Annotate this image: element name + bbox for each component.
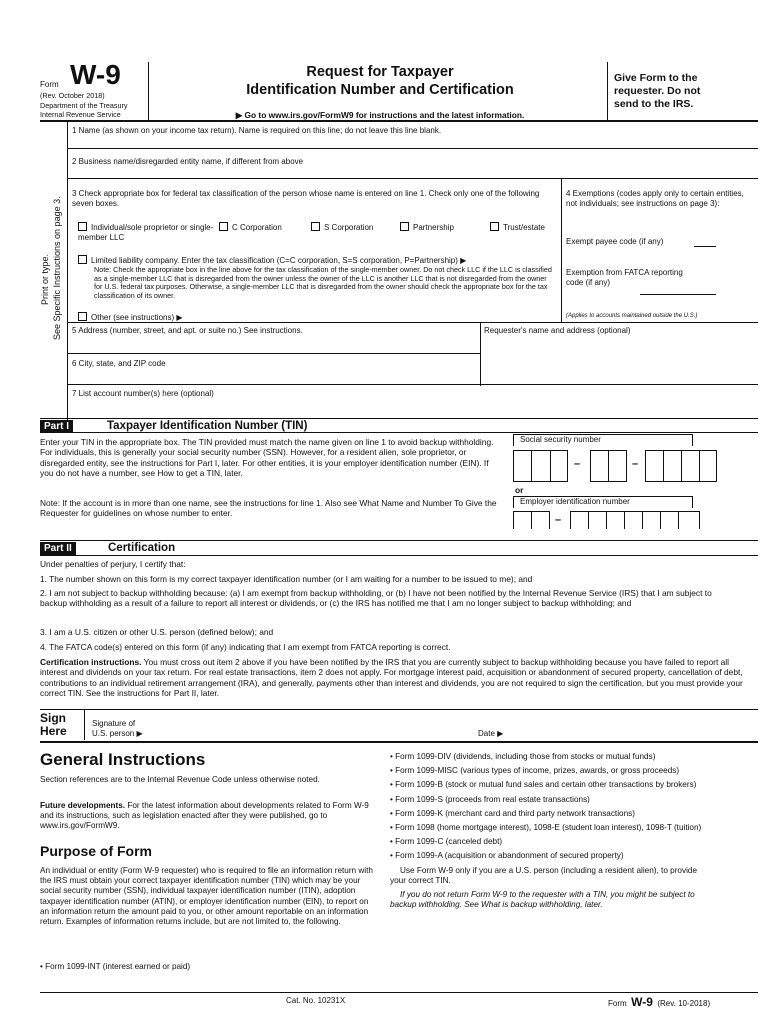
line-1-label: 1 Name (as shown on your income tax return). Name is required on this line; do not leave this line blank. xyxy=(72,126,442,135)
line-6-label: 6 City, state, and ZIP code xyxy=(72,359,166,368)
purpose-text: An individual or entity (Form W-9 requester) who is required to file an information return with the IRS must obtain your correct taxpayer identification number (TIN) which may be your social security number (SSN), individual taxpayer identification number (ITIN), adoption taxpayer identification number (ATIN), or employer identification number (EIN), to report on an information return the amount paid to you, or other amount reportable on an information return. Examples of information returns include, but are not limited to, the following. xyxy=(40,866,373,927)
part-1-label: Part I xyxy=(40,420,73,433)
line-7-rule xyxy=(40,418,758,419)
checkbox-llc-label: Limited liability company. Enter the tax classification (C=C corporation, S=S corporation, P=Partnership) ▶ xyxy=(91,256,467,265)
department-line-2: Internal Revenue Service xyxy=(40,110,121,119)
footer-revision: (Rev. 10-2018) xyxy=(657,999,711,1008)
form-title-line-1: Request for Taxpayer xyxy=(306,64,454,80)
part-1-text: Enter your TIN in the appropriate box. The TIN provided must match the name given on line 1 to avoid backup withholding. For individuals, this is generally your social security number (SSN). However, for a resident alien, sole proprietor, or disregarded entity, see the instructions for Part I, later. For other entities, it is your employer identification number (EIN). If you do not have a number, see How to get a TIN, later. xyxy=(40,437,494,479)
line-2-rule xyxy=(67,178,758,179)
part-1-title: Taxpayer Identification Number (TIN) xyxy=(107,420,308,432)
cert-instructions-label: Certification instructions. xyxy=(40,657,142,667)
line-5-rule xyxy=(67,353,480,354)
checkbox-individual[interactable] xyxy=(78,222,218,243)
side-label-rule xyxy=(67,122,68,422)
tin-or: or xyxy=(515,485,524,495)
fatca-code-label: Exemption from FATCA reporting code (if any) xyxy=(566,268,683,287)
general-instructions-heading: General Instructions xyxy=(40,750,206,769)
part-1-rule xyxy=(40,432,758,433)
exemptions-divider xyxy=(561,179,562,322)
ein-divider xyxy=(642,511,643,529)
checkbox-s-corp[interactable] xyxy=(311,222,373,233)
checkbox-llc-box[interactable] xyxy=(78,255,87,264)
list-item: • Form 1099-MISC (various types of income, prizes, awards, or gross proceeds) xyxy=(390,766,680,776)
part-2-rule xyxy=(40,555,758,556)
ein-label: Employer identification number xyxy=(520,497,630,506)
line-3-rule xyxy=(67,322,758,323)
use-w9-text: Use Form W-9 only if you are a U.S. person (including a resident alien), to provide your correct TIN. xyxy=(390,865,698,885)
list-item: • Form 1099-A (acquisition or abandonment of secured property) xyxy=(390,851,624,861)
footer-form-id xyxy=(608,993,710,1011)
ssn-divider xyxy=(531,450,532,482)
checkbox-trust[interactable] xyxy=(490,222,545,233)
line-3-label: 3 Check appropriate box for federal tax classification of the person whose name is entered on line 1. Check only one of the following seven boxes. xyxy=(72,189,540,208)
checkbox-individual-box[interactable] xyxy=(78,222,87,231)
ssn-divider xyxy=(550,450,551,482)
checkbox-partnership-box[interactable] xyxy=(400,222,409,231)
ein-divider xyxy=(588,511,589,529)
cert-item-2: 2. I am not subject to backup withholding because: (a) I am exempt from backup withholding, or (b) I have not been notified by the Internal Revenue Service (IRS) that I am subject to backup withholding as a result of a failure to report all interest or dividends, or (c) the IRS has notified me that I am no longer subject to backup withholding; and xyxy=(40,588,712,609)
section-references: Section references are to the Internal Revenue Code unless otherwise noted. xyxy=(40,775,320,784)
checkbox-partnership[interactable] xyxy=(400,222,454,233)
cert-item-3: 3. I am a U.S. citizen or other U.S. person (defined below); and xyxy=(40,627,274,637)
ssn-dash: – xyxy=(574,458,581,470)
future-developments-label: Future developments. xyxy=(40,801,126,810)
footer-form-label: Form xyxy=(608,999,627,1008)
checkbox-s-corp-box[interactable] xyxy=(311,222,320,231)
checkbox-individual-label: Individual/sole proprietor or single-member LLC xyxy=(78,223,214,242)
ssn-divider xyxy=(663,450,664,482)
signature-input[interactable] xyxy=(160,733,460,739)
ein-group-2[interactable] xyxy=(570,511,700,529)
checkbox-s-corp-label: S Corporation xyxy=(324,223,374,232)
backup-withholding-text: If you do not return Form W-9 to the requester with a TIN, you might be subject to backup withholding. See What is backup withholding, later. xyxy=(390,890,695,910)
list-item: • Form 1099-S (proceeds from real estate transactions) xyxy=(390,794,590,804)
list-item: • Form 1099-C (canceled debt) xyxy=(390,837,503,847)
cert-item-4: 4. The FATCA code(s) entered on this form (if any) indicating that I am exempt from FATCA reporting is correct. xyxy=(40,642,451,652)
exemptions-label: 4 Exemptions (codes apply only to certain entities, not individuals; see instructions on page 3): xyxy=(566,189,744,208)
ein-dash: – xyxy=(555,514,562,526)
form-number: W-9 xyxy=(70,59,121,90)
future-developments xyxy=(40,801,375,832)
list-item: • Form 1099-K (merchant card and third party network transactions) xyxy=(390,808,635,818)
line-6-rule xyxy=(67,384,758,385)
form-label: Form xyxy=(40,80,59,89)
ein-divider xyxy=(624,511,625,529)
line-7-label: 7 List account number(s) here (optional) xyxy=(72,389,214,398)
part-2-top-rule xyxy=(40,540,758,541)
catalog-number: Cat. No. 10231X xyxy=(286,996,346,1005)
list-item: • Form 1099-B (stock or mutual fund sales and certain other transactions by brokers) xyxy=(390,780,697,790)
side-label-instructions: See Specific Instructions on page 3. xyxy=(52,196,62,340)
bullet-1099-int: • Form 1099-INT (interest earned or paid) xyxy=(40,962,191,971)
ssn-divider xyxy=(681,450,682,482)
exempt-payee-label: Exempt payee code (if any) xyxy=(566,237,664,246)
applies-note: (Applies to accounts maintained outside the U.S.) xyxy=(566,313,698,319)
department-line-1: Department of the Treasury xyxy=(40,101,128,110)
date-input[interactable] xyxy=(510,733,710,739)
header-divider-right xyxy=(607,62,608,120)
side-label-print: Print or type. xyxy=(40,253,50,305)
ssn-dash: – xyxy=(632,458,639,470)
part-2-title: Certification xyxy=(108,542,176,554)
here-label: Here xyxy=(40,724,67,738)
checkbox-trust-label: Trust/estate xyxy=(503,223,545,232)
signature-label-1: Signature of xyxy=(92,719,136,728)
date-label: Date ▶ xyxy=(478,729,504,738)
footer-form-number: W-9 xyxy=(631,995,653,1009)
give-form-note: Give Form to the requester. Do not send to the IRS. xyxy=(614,72,701,110)
sign-divider xyxy=(84,710,85,740)
form-revision: (Rev. October 2018) xyxy=(40,91,105,100)
checkbox-other-label: Other (see instructions) ▶ xyxy=(91,313,183,322)
fatca-code-input[interactable] xyxy=(640,294,716,295)
form-title-line-2: Identification Number and Certification xyxy=(246,82,514,98)
list-item: • Form 1098 (home mortgage interest), 1098-E (student loan interest), 1098-T (tuition) xyxy=(390,823,702,833)
ein-divider xyxy=(660,511,661,529)
line-2-label: 2 Business name/disregarded entity name, if different from above xyxy=(72,157,304,166)
cert-item-1: 1. The number shown on this form is my correct taxpayer identification number (or I am waiting for a number to be issued to me); and xyxy=(40,574,533,584)
ssn-group-1[interactable] xyxy=(513,450,568,482)
purpose-heading: Purpose of Form xyxy=(40,843,153,859)
exempt-payee-input[interactable] xyxy=(694,246,716,247)
checkbox-other-box[interactable] xyxy=(78,312,87,321)
ein-divider xyxy=(678,511,679,529)
ssn-divider xyxy=(608,450,609,482)
cert-instructions-text: You must cross out item 2 above if you have been notified by the IRS that you are currently subject to backup withholding because you have failed to report all interest and dividends on your tax return. For real estate transactions, item 2 does not apply. For mortgage interest paid, acquisition or abandonment of secured property, cancellation of debt, contributions to an individual retirement arrangement (IRA), and generally, payments other than interest and dividends, you are not required to sign the certification, but you must provide your correct TIN. See the instructions for Part II, later. xyxy=(40,657,743,699)
part-2-label: Part II xyxy=(40,542,76,555)
goto-instructions: ▶ Go to www.irs.gov/FormW9 for instructions and the latest information. xyxy=(235,110,525,120)
ein-divider xyxy=(606,511,607,529)
future-developments-text: For the latest information about developments related to Form W-9 and its instructions, such as legislation enacted after they were published, go to www.irs.gov/FormW9. xyxy=(40,801,369,831)
checkbox-c-corp-label: C Corporation xyxy=(232,223,282,232)
checkbox-trust-box[interactable] xyxy=(490,222,499,231)
ssn-label: Social security number xyxy=(520,435,601,444)
ssn-divider xyxy=(699,450,700,482)
llc-note: Note: Check the appropriate box in the line above for the tax classification of the single-member owner. Do not check LLC if the LLC is classified as a single-member LLC that is disregarded from the owner unless the owner of the LLC is another LLC that is not disregarded from the owner for U.S. federal tax purposes. Otherwise, a single-member LLC that is disregarded from the owner should check the appropriate box for the tax classification of its owner. xyxy=(94,265,552,300)
signature-label-2: U.S. person ▶ xyxy=(92,729,143,738)
sign-label: Sign xyxy=(40,711,66,725)
cert-intro: Under penalties of perjury, I certify that: xyxy=(40,559,186,569)
checkbox-c-corp[interactable] xyxy=(219,222,282,233)
list-item: • Form 1099-DIV (dividends, including those from stocks or mutual funds) xyxy=(390,752,656,761)
sign-top-rule xyxy=(40,709,758,710)
right-column xyxy=(390,752,710,910)
ein-divider xyxy=(531,511,532,529)
header-divider-left xyxy=(148,62,149,120)
checkbox-partnership-label: Partnership xyxy=(413,223,454,232)
requester-label: Requester's name and address (optional) xyxy=(484,326,631,335)
line-1-rule xyxy=(67,148,758,149)
checkbox-c-corp-box[interactable] xyxy=(219,222,228,231)
cert-instructions xyxy=(40,657,755,699)
information-return-list xyxy=(390,752,710,862)
part-1-note: Note: If the account is in more than one name, see the instructions for line 1. Also see What Name and Number To Give the Requester for guidelines on whose number to enter. xyxy=(40,498,497,519)
requester-divider xyxy=(480,322,481,386)
sign-bottom-rule xyxy=(40,741,758,743)
line-5-label: 5 Address (number, street, and apt. or suite no.) See instructions. xyxy=(72,326,303,335)
